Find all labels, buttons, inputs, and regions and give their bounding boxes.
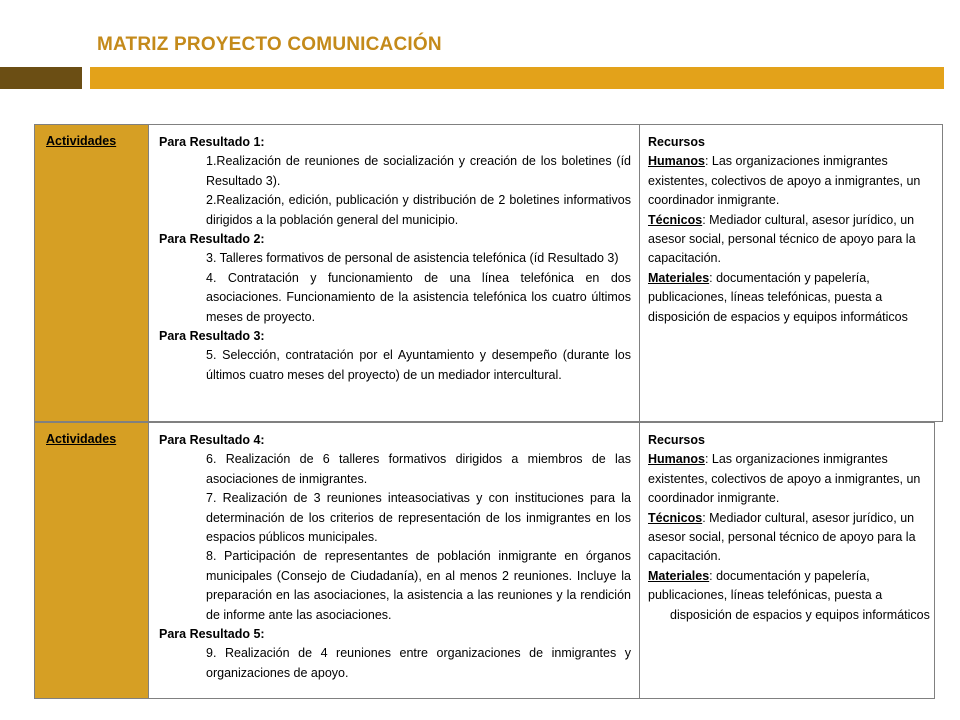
result-heading: Para Resultado 5:: [159, 627, 265, 642]
result-heading: Para Resultado 2:: [159, 232, 265, 247]
tecnicos-label: Técnicos: [648, 510, 703, 525]
activities-label: Actividades: [46, 134, 117, 148]
activities-label: Actividades: [46, 432, 117, 446]
tecnicos-text: : Mediador cultural, asesor jurídico, un asesor social, personal técnico de apoyo para la capacitación.: [648, 510, 916, 564]
resources-materiales: [648, 269, 930, 327]
resources-column: [640, 125, 942, 421]
tecnicos-text: : Mediador cultural, asesor jurídico, un asesor social, personal técnico de apoyo para la capacitación.: [648, 212, 916, 266]
resources-text: [648, 431, 930, 625]
result-heading: Para Resultado 4:: [159, 433, 265, 447]
page-title: MATRIZ PROYECTO COMUNICACIÓN: [97, 34, 442, 55]
activities-column: [35, 423, 149, 698]
activity-item: 7. Realización de 3 reuniones inteasociativas y con instituciones para la determinación de los criterios de representación de los inmigrantes en los espacios públicos municipales.: [206, 491, 631, 545]
results-column: [149, 423, 640, 698]
result-heading: Para Resultado 3:: [159, 329, 265, 344]
materiales-label: Materiales: [648, 568, 710, 583]
materiales-text: : documentación y papelería, publicaciones, líneas telefónicas, puesta a: [648, 568, 883, 603]
activity-item: 3. Talleres formativos de personal de asistencia telefónica (íd Resultado 3): [206, 251, 619, 266]
resources-tecnicos: [648, 211, 930, 269]
materiales-text: : documentación y papelería, publicaciones, líneas telefónicas, puesta a disposición de espacios y equipos informáticos: [648, 270, 908, 324]
activity-item: 2.Realización, edición, publicación y distribución de 2 boletines informativos dirigidos a la población general del municipio.: [206, 193, 631, 227]
matrix-table-1: [34, 124, 943, 422]
matrix-table-2: [34, 422, 935, 699]
humanos-text: : Las organizaciones inmigrantes existentes, colectivos de apoyo a inmigrantes, un coordinador inmigrante.: [648, 452, 921, 506]
resources-humanos: [648, 152, 930, 210]
activity-item: 4. Contratación y funcionamiento de una línea telefónica en dos asociaciones. Funcionamiento de la asistencia telefónica los cuatro últimos meses de proyecto.: [206, 270, 631, 324]
activity-item: 6. Realización de 6 talleres formativos dirigidos a miembros de las asociaciones de inmigrantes.: [206, 452, 631, 486]
resources-column: [640, 423, 934, 698]
resources-heading: Recursos: [648, 135, 705, 149]
materiales-label: Materiales: [648, 270, 710, 285]
activity-item: 8. Participación de representantes de población inmigrante en órganos municipales (Consejo de Ciudadanía), en al menos 2 reuniones. Incluye la preparación en las asociaciones, la asistencia a las reuniones y la rendición de informe ante las asociaciones.: [206, 549, 631, 622]
humanos-label: Humanos: [648, 452, 705, 467]
activity-item: 9. Realización de 4 reuniones entre organizaciones de inmigrantes y organizaciones de apoyo.: [206, 646, 631, 680]
resources-humanos: [648, 450, 930, 508]
humanos-text: : Las organizaciones inmigrantes existentes, colectivos de apoyo a inmigrantes, un coordinador inmigrante.: [648, 154, 921, 208]
activity-item: 1.Realización de reuniones de socialización y creación de los boletines (íd Resultado 3).: [206, 154, 631, 188]
results-text: [159, 431, 631, 683]
tecnicos-label: Técnicos: [648, 212, 703, 227]
resources-tecnicos: [648, 509, 930, 567]
resources-text: [648, 133, 930, 327]
header-bar-gold: [90, 67, 944, 89]
result-heading: Para Resultado 1:: [159, 135, 265, 149]
resources-heading: Recursos: [648, 433, 705, 447]
humanos-label: Humanos: [648, 154, 705, 169]
activities-column: [35, 125, 149, 421]
activity-item: 5. Selección, contratación por el Ayuntamiento y desempeño (durante los últimos cuatro meses del proyecto) de un mediador intercultural.: [206, 348, 631, 382]
resources-materiales: [648, 567, 930, 606]
results-column: [149, 125, 640, 421]
materiales-text-continued: disposición de espacios y equipos informáticos: [670, 607, 930, 622]
header-bar-dark: [0, 67, 82, 89]
results-text: [159, 133, 631, 385]
